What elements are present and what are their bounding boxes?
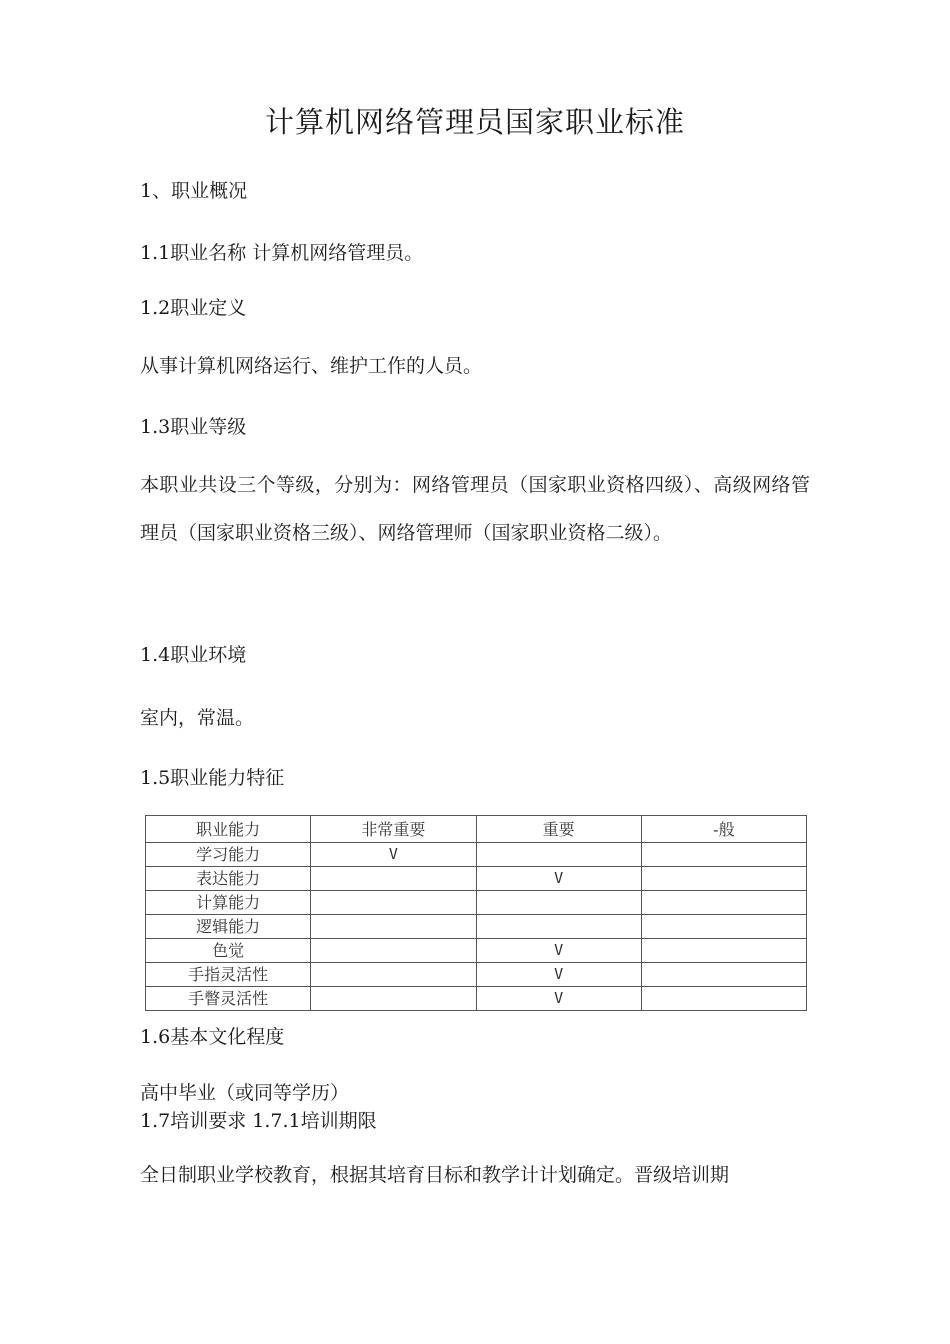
ability-table-row bbox=[146, 963, 807, 987]
section-1-4-heading: 1.4职业环境 bbox=[140, 644, 247, 666]
ability-name-cell: 手瞥灵活性 bbox=[146, 987, 311, 1011]
ability-table-row bbox=[146, 939, 807, 963]
ability-name-cell: 手指灵活性 bbox=[146, 963, 311, 987]
section-1-6-text: 高中毕业（或同等学历） bbox=[140, 1082, 350, 1104]
section-1-5-heading: 1.5职业能力特征 bbox=[140, 767, 285, 789]
ability-name-cell: 色觉 bbox=[146, 939, 311, 963]
ability-mark-cell bbox=[641, 915, 806, 939]
ability-name-cell: 计算能力 bbox=[146, 891, 311, 915]
ability-table-row bbox=[146, 867, 807, 891]
ability-mark-cell bbox=[476, 843, 641, 867]
ability-name-cell: 逻辑能力 bbox=[146, 915, 311, 939]
section-1-2-heading: 1.2职业定义 bbox=[140, 297, 247, 319]
ability-mark-cell bbox=[641, 987, 806, 1011]
ability-table-row bbox=[146, 891, 807, 915]
ability-mark-cell bbox=[641, 939, 806, 963]
ability-mark-cell bbox=[311, 915, 476, 939]
ability-table-row bbox=[146, 843, 807, 867]
ability-mark-cell bbox=[311, 867, 476, 891]
section-1-6-heading: 1.6基本文化程度 bbox=[140, 1026, 285, 1048]
ability-mark-cell bbox=[641, 963, 806, 987]
ability-mark-cell: V bbox=[476, 963, 641, 987]
ability-header-cell: 职业能力 bbox=[146, 816, 311, 843]
section-1-7-heading: 1.7培训要求 1.7.1培训期限 bbox=[140, 1110, 377, 1132]
section-1-heading: 1、职业概况 bbox=[140, 180, 248, 202]
document-title: 计算机网络管理员国家职业标准 bbox=[264, 105, 685, 139]
section-1-4-text: 室内，常温。 bbox=[140, 707, 255, 729]
ability-table-header-row bbox=[146, 816, 807, 843]
ability-mark-cell: V bbox=[476, 867, 641, 891]
ability-header-cell: -般 bbox=[641, 816, 806, 843]
section-1-3-text: 本职业共设三个等级，分别为：网络管理员（国家职业资格四级）、高级网络管理员（国家职业资格三级）、网络管理师（国家职业资格二级）。 bbox=[140, 474, 810, 544]
ability-mark-cell bbox=[641, 891, 806, 915]
ability-mark-cell: V bbox=[311, 843, 476, 867]
ability-mark-cell bbox=[476, 891, 641, 915]
ability-header-cell: 重要 bbox=[476, 816, 641, 843]
ability-name-cell: 表达能力 bbox=[146, 867, 311, 891]
ability-mark-cell bbox=[476, 915, 641, 939]
section-1-3-heading: 1.3职业等级 bbox=[140, 416, 247, 438]
ability-header-cell: 非常重要 bbox=[311, 816, 476, 843]
section-1-2-text: 从事计算机网络运行、维护工作的人员。 bbox=[140, 355, 483, 377]
ability-mark-cell bbox=[641, 867, 806, 891]
section-1-7-text: 全日制职业学校教育，根据其培育目标和教学计计划确定。晋级培训期 bbox=[140, 1164, 730, 1186]
ability-mark-cell bbox=[311, 891, 476, 915]
ability-mark-cell: V bbox=[476, 939, 641, 963]
ability-table-row bbox=[146, 987, 807, 1011]
ability-mark-cell bbox=[311, 963, 476, 987]
ability-mark-cell bbox=[311, 987, 476, 1011]
ability-mark-cell bbox=[641, 843, 806, 867]
ability-table bbox=[145, 815, 807, 1011]
ability-mark-cell: V bbox=[476, 987, 641, 1011]
section-1-1-heading: 1.1职业名称 计算机网络管理员。 bbox=[140, 242, 424, 264]
ability-name-cell: 学习能力 bbox=[146, 843, 311, 867]
ability-table-row bbox=[146, 915, 807, 939]
ability-mark-cell bbox=[311, 939, 476, 963]
